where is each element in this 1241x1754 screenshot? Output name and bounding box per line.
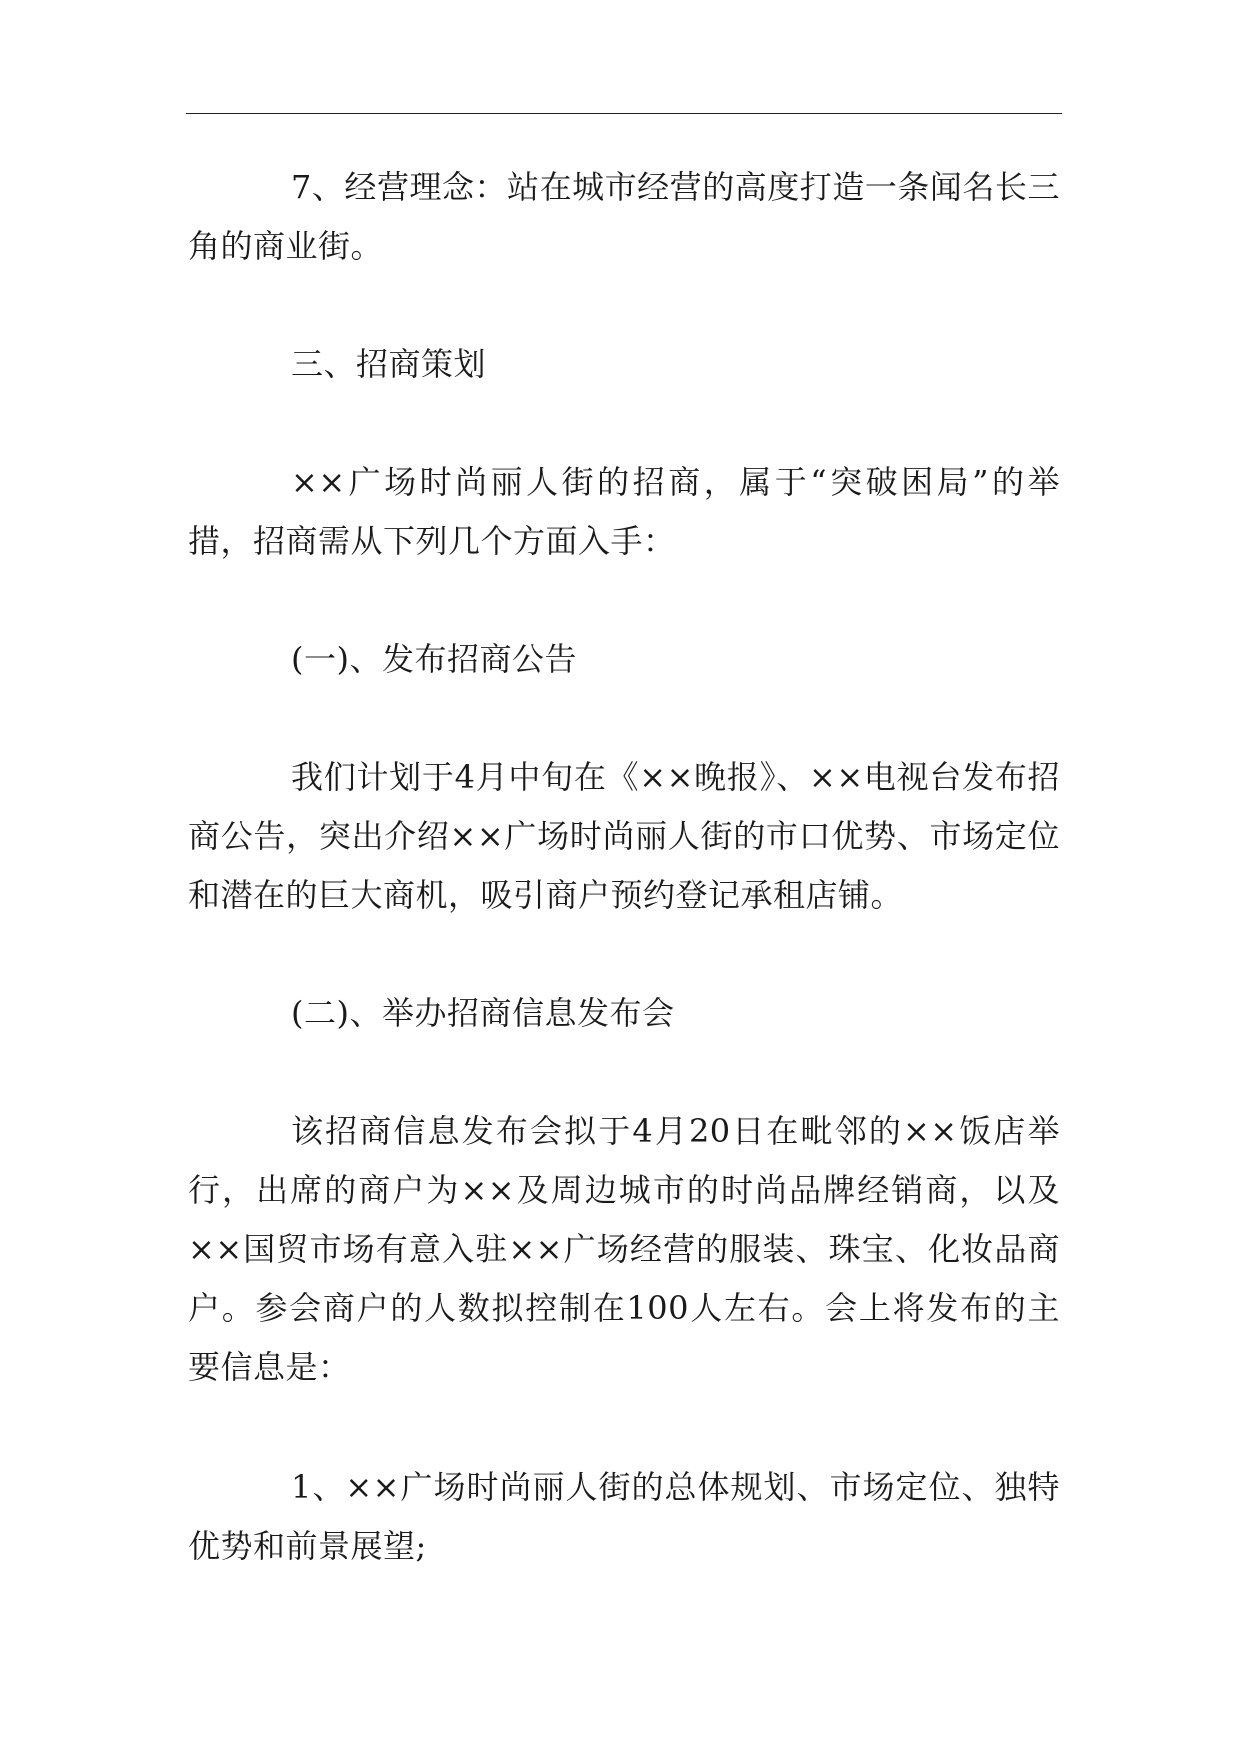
paragraph-investment-intro: ××广场时尚丽人街的招商，属于“突破困局”的举措，招商需从下列几个方面入手： bbox=[188, 463, 1060, 560]
paragraph-spacer bbox=[188, 1043, 1060, 1102]
paragraph-business-philosophy: 7、经营理念：站在城市经营的高度打造一条闻名长三角的商业街。 bbox=[188, 168, 1060, 265]
paragraph-spacer bbox=[188, 276, 1060, 335]
section-heading-investment-planning: 三、招商策划 bbox=[291, 345, 487, 383]
paragraph-spacer bbox=[188, 689, 1060, 748]
header-rule bbox=[186, 113, 1062, 114]
paragraph-spacer bbox=[188, 1397, 1060, 1458]
paragraph-press-conference-details: 该招商信息发布会拟于4月20日在毗邻的××饭店举行，出席的商户为××及周边城市的时尚品牌经销商，以及××国贸市场有意入驻××广场经营的服装、珠宝、化妆品商户。参会商户的人数拟控制在100人左右。会上将发布的主要信息是： bbox=[188, 1112, 1060, 1386]
paragraph-spacer bbox=[188, 925, 1060, 984]
paragraph-spacer bbox=[188, 571, 1060, 630]
subheading-press-conference: (二)、举办招商信息发布会 bbox=[291, 994, 675, 1032]
paragraph-spacer bbox=[188, 394, 1060, 453]
document-body bbox=[188, 158, 1060, 1576]
paragraph-announcement-plan: 我们计划于4月中旬在《××晚报》、××电视台发布招商公告，突出介绍××广场时尚丽人街的市口优势、市场定位和潜在的巨大商机，吸引商户预约登记承租店铺。 bbox=[188, 758, 1060, 914]
subheading-publish-announcement: (一)、发布招商公告 bbox=[291, 640, 577, 678]
list-item-overall-plan: 1、××广场时尚丽人街的总体规划、市场定位、独特优势和前景展望; bbox=[188, 1468, 1060, 1565]
